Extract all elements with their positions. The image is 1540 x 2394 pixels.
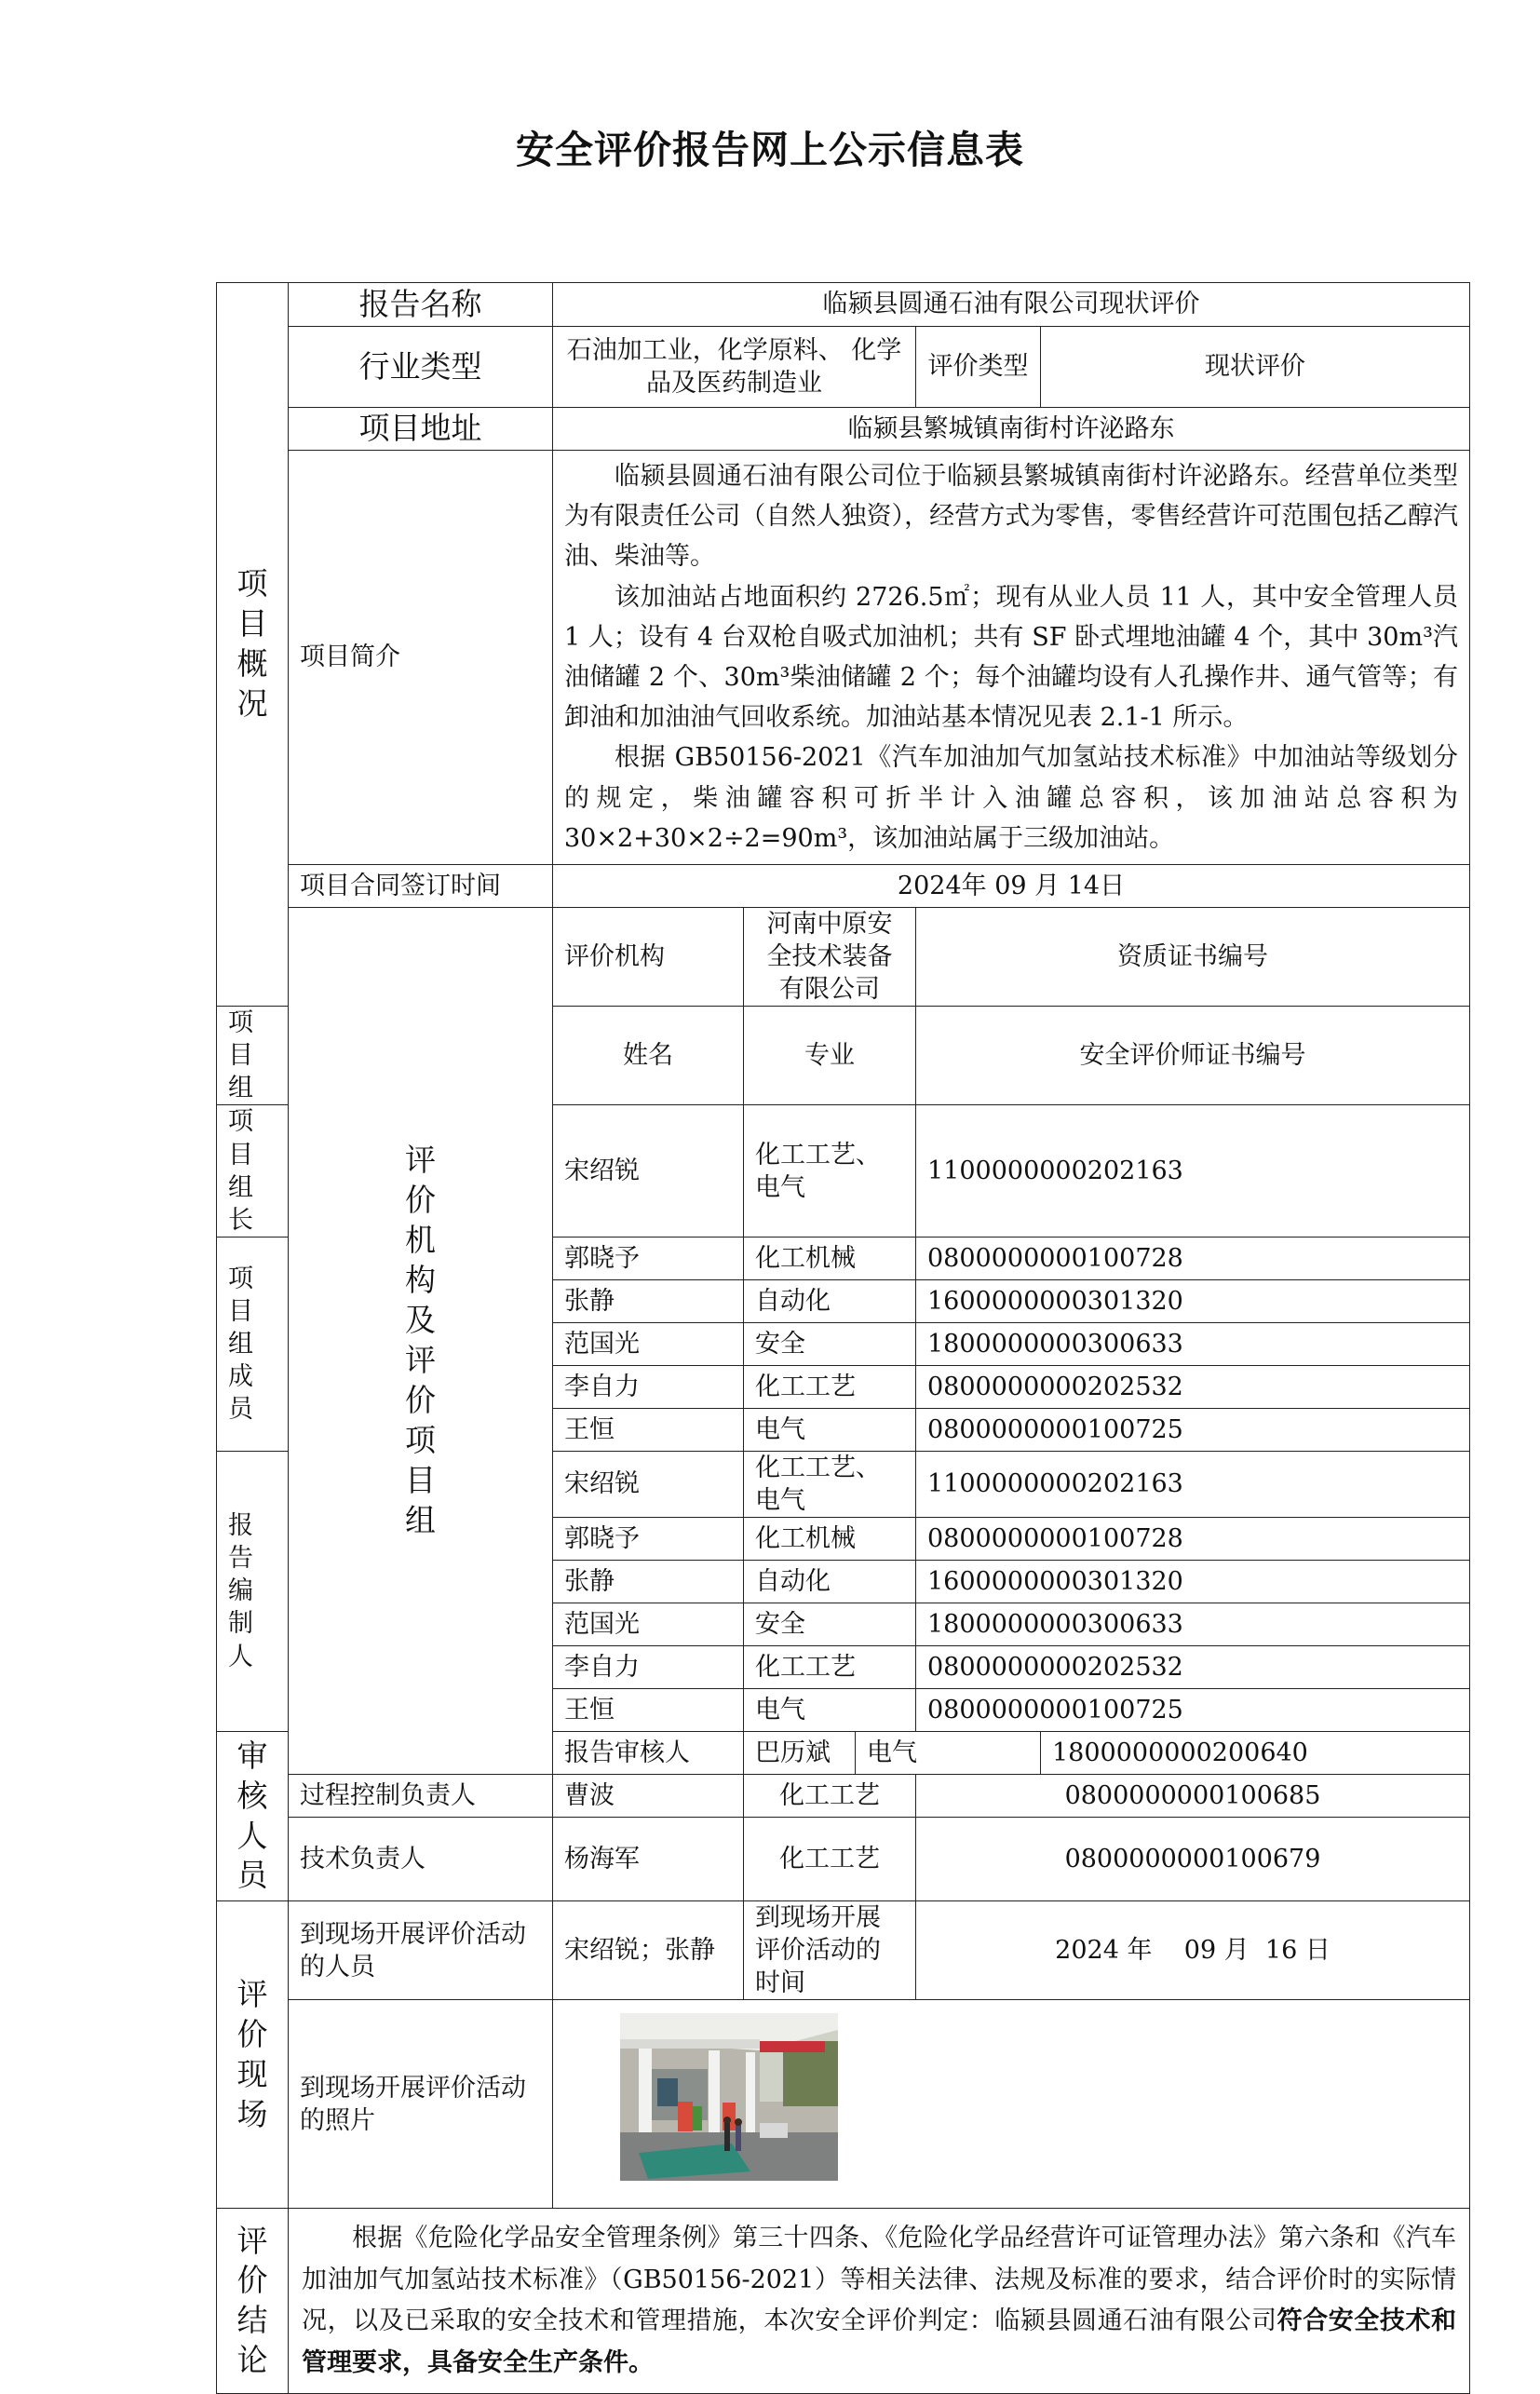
- intro-paragraph-3: 根据 GB50156-2021《汽车加油加气加氢站技术标准》中加油站等级划分的规定，柴油罐容积可折半计入油罐总容积，该加油站总容积为 30×2+30×2÷2=90m³，该加油站属于三级加油站。: [564, 743, 1458, 853]
- leader-label: 项目组长: [217, 1105, 289, 1237]
- reviewer-name: 杨海军: [553, 1818, 744, 1901]
- member-name: 王恒: [553, 1408, 744, 1451]
- member-cert: 0800000000202532: [916, 1365, 1470, 1408]
- authors-label: 报告编制人: [217, 1451, 289, 1731]
- member-cert: 1600000000301320: [916, 1279, 1470, 1322]
- site-photo: [620, 2013, 838, 2181]
- site-time-value: 2024 年 09 月 16 日: [916, 1901, 1470, 2000]
- author-major: 化工机械: [744, 1518, 916, 1561]
- leader-major: 化工工艺、电气: [744, 1105, 916, 1237]
- reviewer-cert: 0800000000100685: [916, 1775, 1470, 1818]
- leader-name: 宋绍锐: [553, 1105, 744, 1237]
- author-major: 化工工艺: [744, 1646, 916, 1689]
- author-cert: 0800000000100728: [916, 1518, 1470, 1561]
- conclusion-main: 根据《危险化学品安全管理条例》第三十四条、《危险化学品经营许可证管理办法》第六条和《汽车加油加气加氢站技术标准》（GB50156-2021）等相关法律、法规及标准的要求，结合评价时的实际情况，以及已采取的安全技术和管理措施，本次安全评价判定：临颍县圆通石油有限公司: [302, 2224, 1456, 2336]
- members-label: 项目组成员: [217, 1237, 289, 1451]
- reviewer-name: 曹波: [553, 1775, 744, 1818]
- org-value: 河南中原安全技术装备有限公司: [744, 907, 916, 1006]
- section-site-label: 评价现场: [217, 1901, 289, 2209]
- member-major: 化工工艺: [744, 1365, 916, 1408]
- author-name: 张静: [553, 1561, 744, 1603]
- reviewer-label: 过程控制负责人: [289, 1775, 553, 1818]
- industry-label: 行业类型: [289, 327, 553, 408]
- col-name-header: 姓名: [553, 1007, 744, 1105]
- conclusion-paragraph: [302, 2218, 1456, 2384]
- author-major: 化工工艺、电气: [744, 1451, 916, 1517]
- intro-paragraph-2: 该加油站占地面积约 2726.5㎡；现有从业人员 11 人，其中安全管理人员 1 人；设有 4 台双枪自吸式加油机；共有 SF 卧式埋地油罐 4 个，其中 30m³汽油储罐 2 个、30m³柴油储罐 2 个；每个油罐均设有人孔操作井、通气管等；有卸油和加油油气回收系统。加油站基本情况见表 2.1-1 所示。: [564, 582, 1458, 733]
- contract-label: 项目合同签订时间: [289, 864, 553, 907]
- reviewer-label: 技术负责人: [289, 1818, 553, 1901]
- info-table: [216, 282, 1470, 2394]
- member-major: 安全: [744, 1322, 916, 1365]
- reviewer-label: 报告审核人: [553, 1732, 744, 1775]
- member-name: 张静: [553, 1279, 744, 1322]
- eval-type-label: 评价类型: [916, 327, 1041, 408]
- intro-text: [553, 451, 1470, 865]
- report-name-value: 临颍县圆通石油有限公司现状评价: [553, 283, 1470, 327]
- col-cert-header: 安全评价师证书编号: [916, 1007, 1470, 1105]
- section-reviewers-label: 审核人员: [217, 1732, 289, 1901]
- site-staff-value: 宋绍锐；张静: [553, 1901, 744, 2000]
- section-agency-label: 评价机构及评价项目组: [289, 907, 553, 1774]
- group-label: 项目组: [217, 1007, 289, 1105]
- leader-cert: 1100000000202163: [916, 1105, 1470, 1237]
- author-major: 电气: [744, 1689, 916, 1732]
- author-name: 郭晓予: [553, 1518, 744, 1561]
- member-major: 自动化: [744, 1279, 916, 1322]
- author-cert: 1800000000300633: [916, 1603, 1470, 1646]
- cert-label: 资质证书编号: [916, 907, 1470, 1006]
- member-name: 范国光: [553, 1322, 744, 1365]
- section-conclusion-label: 评价结论: [217, 2209, 289, 2394]
- conclusion-text: [289, 2209, 1470, 2394]
- intro-paragraph-1: 临颍县圆通石油有限公司位于临颍县繁城镇南街村许泌路东。经营单位类型为有限责任公司（自然人独资），经营方式为零售，零售经营许可范围包括乙醇汽油、柴油等。: [564, 462, 1458, 572]
- author-cert: 1600000000301320: [916, 1561, 1470, 1603]
- intro-label: 项目简介: [289, 451, 553, 865]
- site-photo-cell: [553, 2000, 1470, 2209]
- site-staff-label: 到现场开展评价活动的人员: [289, 1901, 553, 2000]
- member-cert: 1800000000300633: [916, 1322, 1470, 1365]
- member-name: 郭晓予: [553, 1237, 744, 1279]
- member-major: 电气: [744, 1408, 916, 1451]
- member-name: 李自力: [553, 1365, 744, 1408]
- contract-date: 2024年 09 月 14日: [553, 864, 1470, 907]
- reviewer-cert: 0800000000100679: [916, 1818, 1470, 1901]
- page-title: 安全评价报告网上公示信息表: [516, 128, 1024, 172]
- author-name: 王恒: [553, 1689, 744, 1732]
- author-cert: 0800000000202532: [916, 1646, 1470, 1689]
- member-cert: 0800000000100725: [916, 1408, 1470, 1451]
- author-cert: 1100000000202163: [916, 1451, 1470, 1517]
- address-value: 临颍县繁城镇南街村许泌路东: [553, 408, 1470, 451]
- address-label: 项目地址: [289, 408, 553, 451]
- site-time-label: 到现场开展评价活动的时间: [744, 1901, 916, 2000]
- reviewer-major: 电气: [856, 1732, 1041, 1775]
- reviewer-major: 化工工艺: [744, 1818, 916, 1901]
- report-name-label: 报告名称: [289, 283, 553, 327]
- reviewer-cert: 1800000000200640: [1041, 1732, 1470, 1775]
- industry-value: 石油加工业，化学原料、 化学品及医药制造业: [553, 327, 916, 408]
- gas-station-photo-icon: [620, 2013, 838, 2181]
- reviewer-major: 化工工艺: [744, 1775, 916, 1818]
- org-label: 评价机构: [553, 907, 744, 1006]
- conclusion-verdict: 符合安全技术和管理要求，具备安全生产条件。: [302, 2306, 1457, 2377]
- author-name: 李自力: [553, 1646, 744, 1689]
- author-major: 安全: [744, 1603, 916, 1646]
- section-overview-label: 项目概况: [217, 283, 289, 1007]
- site-photo-label: 到现场开展评价活动的照片: [289, 2000, 553, 2209]
- author-name: 宋绍锐: [553, 1451, 744, 1517]
- col-major-header: 专业: [744, 1007, 916, 1105]
- member-cert: 0800000000100728: [916, 1237, 1470, 1279]
- eval-type-value: 现状评价: [1041, 327, 1470, 408]
- author-name: 范国光: [553, 1603, 744, 1646]
- author-major: 自动化: [744, 1561, 916, 1603]
- reviewer-name: 巴历斌: [744, 1732, 856, 1775]
- author-cert: 0800000000100725: [916, 1689, 1470, 1732]
- member-major: 化工机械: [744, 1237, 916, 1279]
